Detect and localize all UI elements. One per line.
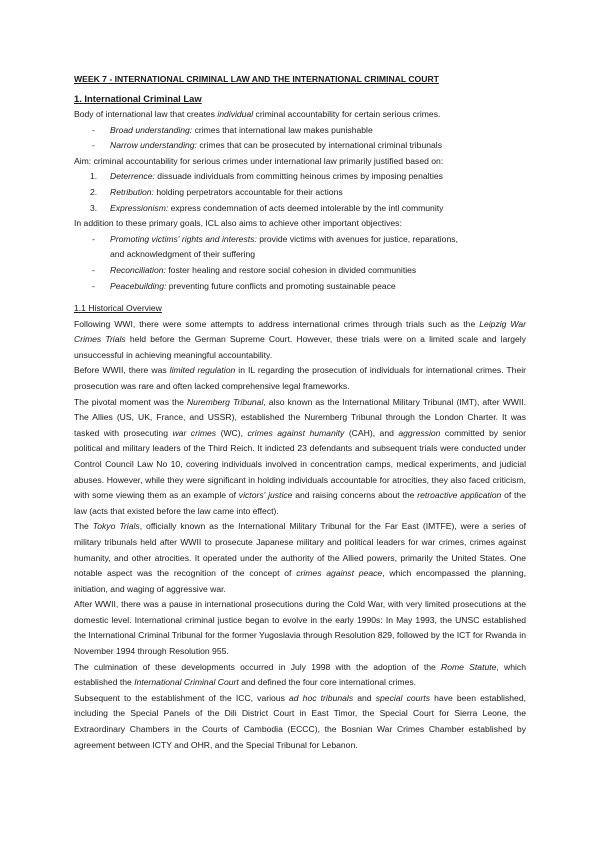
list-item: - Reconciliation: foster healing and restore social cohesion in divided communities <box>92 264 417 275</box>
paragraph-tokyo: The Tokyo Trials, officially known as the International Military Tribunal for the Far East (IMTFE), were a series of military tribunals held after WWII to prosecute Japanese military and political leaders for war crimes, crimes against humanity, and other atrocities. It operated under the authority of the Allied powers, primarily the United States. One notable aspect was the recognition of the concept of crimes against peace, which encompassed the planning, initiation, and waging of aggressive war. <box>74 521 527 594</box>
paragraph-nuremberg: The pivotal moment was the Nuremberg Tribunal, also known as the International Military Tribunal (IMT), after WWII. The Allies (US, UK, France, and USSR), established the Nuremberg Tribunal through the London Charter. It was tasked with prosecuting war crimes (WC), crimes against humanity (CAH), and aggression committed by senior political and military leaders of the Third Reich. It indicted 23 defendants and subsequent trials were conducted under Control Council Law No 10, covering individuals involved in concentration camps, medical experiments, and judicial abuses. However, while they were significant in holding individuals accountable for atrocities, they also faced criticism, with some viewing them as an example of victors' justice and raising concerns about the retroactive application of the law (acts that existed before the law came into effect). <box>74 396 526 516</box>
paragraph-before-wwii: Before WWII, there was limited regulation in IL regarding the prosecution of individuals for international crimes. Their prosecution was rare and often lacked comprehensive legal frameworks. <box>74 365 526 391</box>
section-1-body <box>74 107 526 294</box>
list-item: - Promoting victims' rights and interests: provide victims with avenues for justice, reparations, and acknowledgment of their suffering <box>92 233 458 260</box>
document-title: WEEK 7 - INTERNATIONAL CRIMINAL LAW AND THE INTERNATIONAL CRIMINAL COURT <box>74 74 439 84</box>
list-item: 1. Deterrence: dissuade individuals from committing heinous crimes by imposing penalties <box>90 171 443 182</box>
list-item: - Peacebuilding: preventing future conflicts and promoting sustainable peace <box>92 280 396 291</box>
section-heading-international-criminal-law: 1. International Criminal Law <box>74 93 202 104</box>
list-item: - Broad understanding: crimes that international law makes punishable <box>92 124 373 135</box>
list-item: 3. Expressionism: express condemnation of acts deemed intolerable by the intl community <box>90 202 444 213</box>
paragraph-rome-statute: The culmination of these developments occurred in July 1998 with the adoption of the Rome Statute, which established the International Criminal Court and defined the four core international crimes. <box>74 661 526 688</box>
list-item: 2. Retribution: holding perpetrators accountable for their actions <box>90 186 343 197</box>
paragraph-leipzig: Following WWI, there were some attempts to address international crimes through trials such as the Leipzig War Crimes Trials held before the German Supreme Court. However, these trials were on a limited scale and largely unsuccessful in achieving meaningful accountability. <box>74 318 526 360</box>
aims-list <box>74 169 526 216</box>
paragraph-cold-war: After WWII, there was a pause in international prosecutions during the Cold War, with very limited prosecutions at the domestic level. International criminal justice began to evolve in the early 1990s: In May 1993, the UNSC established the International Criminal Tribunal for the former Yugoslavia through Resolution 829, followed by the ICT for Rwanda in November 1994 through Resolution 955. <box>74 599 526 657</box>
section-heading-historical-overview: 1.1 Historical Overview <box>74 303 162 313</box>
addition-paragraph: In addition to these primary goals, ICL also aims to achieve other important objectives: <box>74 218 402 229</box>
section-1-1-body <box>74 301 526 753</box>
understanding-list <box>74 123 526 154</box>
list-item: - Narrow understanding: crimes that can be prosecuted by international criminal tribunals <box>92 140 442 151</box>
paragraph-special-courts: Subsequent to the establishment of the ICC, various ad hoc tribunals and special courts have been established, including the Special Panels of the Dili District Court in East Timor, the Special Court for Sierra Leone, the Extraordinary Chambers in the Courts of Cambodia (ECCC), the Bosnian War Crimes Chamber established by agreement between ICTY and OHR, and the Special Tribunal for Lebanon. <box>74 692 526 750</box>
objectives-list <box>74 232 526 294</box>
aim-paragraph: Aim: criminal accountability for serious crimes under international law primarily justified based on: <box>74 155 444 166</box>
intro-paragraph: Body of international law that creates individual criminal accountability for certain serious crimes. <box>74 109 441 119</box>
